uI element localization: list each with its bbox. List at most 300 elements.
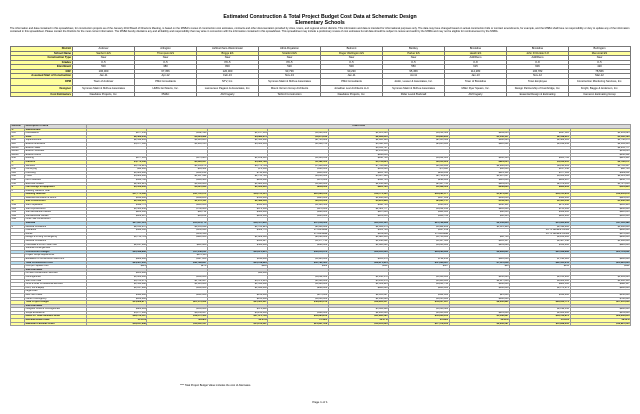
header-cell-grades: K-5 xyxy=(569,60,631,65)
budget-value-cell: $34,327,065 xyxy=(87,261,147,265)
budget-value-cell: $84,400 xyxy=(147,168,207,172)
budget-value-cell: $2,524,777 xyxy=(328,207,388,211)
header-label-date: Assumed Start of Construction xyxy=(11,74,73,79)
budget-description: Site Alternates xyxy=(25,268,87,272)
budget-division-code xyxy=(11,322,25,326)
budget-description: Subtotal Contingencies xyxy=(25,247,87,251)
budget-value-cell: $653,427 xyxy=(207,240,267,244)
budget-value-cell: $1,860,000 xyxy=(389,243,449,247)
col-header-total-costs: Total Costs xyxy=(87,125,631,129)
budget-description: Furn, Fix & Equip xyxy=(25,286,87,290)
budget-description: Insurance xyxy=(25,229,87,233)
budget-description: Exterior Enclosure xyxy=(25,142,87,146)
budget-value-cell: $3,392,373 xyxy=(207,135,267,139)
budget-value-cell: $26,875,815 xyxy=(207,250,267,254)
budget-value-cell: $828,117 xyxy=(570,283,631,287)
budget-description: Site Improvements xyxy=(25,207,87,211)
budget-value-cell: $1,828,250 xyxy=(328,236,388,240)
header-cell-grades: K-5 xyxy=(135,60,197,65)
budget-division-code: C xyxy=(11,160,25,164)
budget-value-cell: $490,000 xyxy=(570,286,631,290)
budget-division-code: B20 xyxy=(11,142,25,146)
header-cell-opm: PMA Consultants xyxy=(135,78,197,85)
budget-value-cell: $22,380,050 xyxy=(268,193,328,197)
budget-value-cell: $74,500 xyxy=(207,168,267,172)
header-cell-grades: K-5 xyxy=(73,60,135,65)
budget-value-cell: $18,701,115 xyxy=(207,193,267,197)
budget-description: Project Scope Adjustments xyxy=(25,254,87,258)
budget-value-cell: $132,412 xyxy=(570,153,631,157)
budget-value-cell: $2,580,056 xyxy=(87,135,147,139)
budget-value-cell: $1,616,520 xyxy=(389,308,449,312)
budget-value-cell: 60.89% xyxy=(389,319,449,323)
budget-value-cell: $1,171,974 xyxy=(510,286,570,290)
header-cell-school: Stratford ES xyxy=(259,51,321,56)
budget-value-cell: $1,400,000 xyxy=(570,225,631,229)
budget-value-cell: $201,000 xyxy=(449,311,509,315)
budget-value-cell: $424,000 xyxy=(510,196,570,200)
budget-value-cell: $2,190,413 xyxy=(87,200,147,204)
budget-description: Site Electrical Utilities xyxy=(25,214,87,218)
header-cell-enrollment: 500 xyxy=(73,65,135,70)
budget-description: Exterior Walls xyxy=(25,146,87,150)
header-cell-enrollment: 520 xyxy=(259,65,321,70)
budget-value-cell: $160,000 xyxy=(449,286,509,290)
budget-value-cell: $818,000 xyxy=(268,186,328,190)
header-cell-enrollment: 380 xyxy=(135,65,197,70)
budget-description: General Conditions xyxy=(25,240,87,244)
budget-value-cell: $248,830 xyxy=(449,186,509,190)
budget-value-cell: $19,513,978 xyxy=(510,315,570,319)
budget-value-cell: $66 xyxy=(449,265,509,269)
budget-value-cell: $4,306,309 xyxy=(207,142,267,146)
budget-value-cell: $18,773,121 xyxy=(328,193,388,197)
budget-value-cell: $5,277,000 xyxy=(87,311,147,315)
budget-description: Building Sitework Total xyxy=(25,189,87,193)
budget-value-cell: $1,040,000 xyxy=(268,297,328,301)
header-cell-designer: HMFH Architects, Inc. xyxy=(135,85,197,92)
budget-value-cell: $126,800 xyxy=(449,178,509,182)
budget-value-cell: $22,525,241 xyxy=(510,261,570,265)
budget-description: Off-Site Construction Services xyxy=(25,272,87,276)
header-cell-date: Nov-12 xyxy=(507,74,569,79)
budget-value-cell: $23,000 xyxy=(449,293,509,297)
school-header-table xyxy=(10,46,631,97)
budget-division-code: B2030 xyxy=(11,153,25,157)
budget-value-cell: $965,700 xyxy=(328,171,388,175)
budget-value-cell: $10,751,371 xyxy=(147,193,207,197)
budget-value-cell: $17,179,000 xyxy=(389,322,449,326)
budget-value-cell: $4,000,130 xyxy=(570,279,631,283)
budget-value-cell: $1,864,284 xyxy=(389,135,449,139)
budget-value-cell: $970,000 xyxy=(268,207,328,211)
budget-value-cell: $150,000 xyxy=(570,293,631,297)
budget-value-cell: $6,703,475 xyxy=(87,279,147,283)
budget-value-cell: $1,343,098 xyxy=(87,283,147,287)
budget-value-cell: $624,850 xyxy=(570,196,631,200)
budget-description: Fire Protection xyxy=(25,178,87,182)
header-cell-designer: Knight, Bagge & Anderson, Inc. xyxy=(569,85,631,92)
budget-value-cell: $5,662,468 xyxy=(328,308,388,312)
budget-description: Soft Cost Total xyxy=(25,279,87,283)
header-cell-estimator: AM Fogarty xyxy=(197,92,259,97)
budget-division-code: A10 xyxy=(11,132,25,136)
budget-description: Foundations xyxy=(25,132,87,136)
budget-value-cell: $19,817,838 xyxy=(87,322,147,326)
header-cell-estimator: Cameron Estimating Group xyxy=(569,92,631,97)
budget-value-cell: $1,975,810 xyxy=(268,135,328,139)
header-label-estimator: Cost Estimators xyxy=(11,92,73,97)
budget-value-cell: $2,017,609 xyxy=(449,279,509,283)
budget-value-cell: $169,060 xyxy=(328,232,388,236)
budget-value-cell: $1,487,548 xyxy=(510,240,570,244)
budget-value-cell: $2,297,000 xyxy=(87,243,147,247)
budget-value-cell: 62.65% xyxy=(207,319,267,323)
budget-value-cell: $7,780,002 xyxy=(328,164,388,168)
budget-value-cell: $6,350,095 xyxy=(389,164,449,168)
budget-value-cell: 40.57% xyxy=(328,319,388,323)
budget-value-cell: $17,118,499 xyxy=(570,222,631,226)
budget-value-cell: $135,000 xyxy=(207,297,267,301)
budget-value-cell: $92,000 xyxy=(87,168,147,172)
budget-value-cell: $513,920 xyxy=(570,186,631,190)
budget-value-cell: $980,000 xyxy=(570,308,631,312)
header-cell-grades: K-5 xyxy=(383,60,445,65)
header-cell-gsf: 67,356 xyxy=(135,69,197,74)
budget-value-cell: $273,208 xyxy=(510,204,570,208)
header-cell-grades: K-8 xyxy=(507,60,569,65)
header-cell-date: Feb-13 xyxy=(197,74,259,79)
budget-division-code: B10 xyxy=(11,139,25,143)
budget-value-cell: $68,000 xyxy=(449,211,509,215)
budget-value-cell: $1,309,945 xyxy=(328,283,388,287)
budget-value-cell: $1,358,008 xyxy=(207,283,267,287)
budget-value-cell: $526,025 xyxy=(389,204,449,208)
budget-value-cell: $1,443,803 xyxy=(147,139,207,143)
header-cell-district: Athol-Royalston xyxy=(259,47,321,52)
budget-value-cell: $7,515,649 xyxy=(449,261,509,265)
page-title xyxy=(0,14,640,26)
header-cell-enrollment: 550 xyxy=(383,65,445,70)
budget-value-cell: $1,242,014 xyxy=(389,207,449,211)
budget-description: Building Subtotal xyxy=(25,193,87,197)
budget-value-cell: $311,900 xyxy=(147,243,207,247)
budget-value-cell: $49,984,417 xyxy=(328,301,388,305)
budget-value-cell: $75,000 xyxy=(389,168,449,172)
budget-value-cell: $484,000 xyxy=(389,211,449,215)
budget-value-cell: $910,000 xyxy=(268,171,328,175)
budget-division-code: E xyxy=(11,186,25,190)
budget-value-cell: $1,288,000 xyxy=(328,196,388,200)
budget-value-cell: $352,624 xyxy=(449,275,509,279)
budget-value-cell: $190,000 xyxy=(449,297,509,301)
budget-division-code: F xyxy=(11,189,25,193)
budget-value-cell: $1,708,000 xyxy=(389,236,449,240)
budget-value-cell: $2,419,225 xyxy=(510,135,570,139)
budget-value-cell: $1,260,000 xyxy=(510,236,570,240)
budget-value-cell: $102,000 xyxy=(389,293,449,297)
budget-value-cell: $60,385 xyxy=(449,214,509,218)
budget-value-cell: $501,244 xyxy=(147,171,207,175)
budget-value-cell: $25,173,302 xyxy=(147,301,207,305)
budget-value-cell: $918,621 xyxy=(449,142,509,146)
budget-value-cell: $846,000 xyxy=(570,236,631,240)
budget-value-cell: $836,200 xyxy=(570,207,631,211)
budget-value-cell: $170,000 xyxy=(570,232,631,236)
budget-value-cell: $8,770,704 xyxy=(207,164,267,168)
budget-value-cell: $11,231,547 xyxy=(147,322,207,326)
budget-value-cell: $29,640,773 xyxy=(510,301,570,305)
budget-value-cell: $3,840,000 xyxy=(268,175,328,179)
budget-value-cell: $279 xyxy=(147,265,207,269)
budget-value-cell: $981,500 xyxy=(510,283,570,287)
budget-value-cell: $1,818,644 xyxy=(510,142,570,146)
budget-value-cell: $972,100 xyxy=(207,207,267,211)
budget-value-cell: $3,050,000 xyxy=(268,200,328,204)
budget-value-cell: 58.89% xyxy=(147,319,207,323)
header-label-school: School Name xyxy=(11,51,73,56)
header-label-district: District xyxy=(11,47,73,52)
budget-value-cell: $1,126,500 xyxy=(268,204,328,208)
budget-value-cell: $980,694 xyxy=(87,308,147,312)
header-cell-grades: PK-5 xyxy=(197,60,259,65)
budget-value-cell: $1,440,170 xyxy=(328,275,388,279)
budget-value-cell: $1,585,786 xyxy=(570,135,631,139)
budget-value-cell: $680,000 xyxy=(268,243,328,247)
budget-value-cell: $21,937,458 xyxy=(268,322,328,326)
budget-description: Subtotal xyxy=(25,222,87,226)
budget-value-cell: $372,115 xyxy=(147,254,207,258)
header-cell-school: Thompson ES xyxy=(135,51,197,56)
budget-value-cell: $573,985 xyxy=(147,157,207,161)
budget-value-cell: $2,762,907 xyxy=(147,279,207,283)
budget-value-cell: $35,791,361 xyxy=(268,261,328,265)
header-label-opm: OPM xyxy=(11,78,73,85)
budget-value-cell: $1,530,608 xyxy=(207,139,267,143)
budget-value-cell: $180,000 xyxy=(268,311,328,315)
budget-value-cell: $497,649 xyxy=(328,211,388,215)
budget-value-cell: $2,094,373 xyxy=(328,225,388,229)
budget-value-cell: $958,718 xyxy=(328,157,388,161)
budget-value-cell: $17,448,311 xyxy=(147,250,207,254)
budget-value-cell: $1,017,800 xyxy=(87,286,147,290)
budget-value-cell: $332 xyxy=(328,265,388,269)
budget-value-cell: $196,400 xyxy=(147,178,207,182)
header-cell-designer: Design Partnership of Cambridge, Inc. xyxy=(507,85,569,92)
header-cell-enrollment: 500 xyxy=(321,65,383,70)
budget-value-cell: $211 xyxy=(510,265,570,269)
budget-value-cell: $1,146,157 xyxy=(449,135,509,139)
title-line-2: Elementary Schools xyxy=(295,20,345,26)
header-cell-enrollment: 606 xyxy=(507,65,569,70)
budget-value-cell: $1,000,000 xyxy=(87,275,147,279)
header-cell-school: Parker ES xyxy=(383,51,445,56)
budget-value-cell: $5,973,621 xyxy=(449,193,509,197)
budget-value-cell: $370,000 xyxy=(268,178,328,182)
budget-value-cell: $877,150 xyxy=(87,132,147,136)
budget-value-cell: $261,026 xyxy=(449,243,509,247)
budget-division-code: G xyxy=(11,200,25,204)
budget-value-cell: $1,404,650 xyxy=(268,157,328,161)
budget-value-cell: $929,265 xyxy=(449,160,509,164)
budget-value-cell: $600,000 xyxy=(207,211,267,215)
budget-value-cell: $6,211,004 xyxy=(510,164,570,168)
budget-value-cell: $2,885,000 xyxy=(389,142,449,146)
budget-value-cell: $340,700 xyxy=(87,178,147,182)
budget-value-cell: $1,202,605 xyxy=(389,157,449,161)
budget-value-cell: $1,758,675 xyxy=(570,139,631,143)
budget-value-cell: $1,585,408 xyxy=(510,200,570,204)
budget-value-cell: $104,000 xyxy=(328,168,388,172)
budget-description: Substructure xyxy=(25,128,87,132)
budget-value-cell: $2,498,409 xyxy=(207,200,267,204)
header-cell-gsf: 120,000 xyxy=(197,69,259,74)
budget-value-cell: $2,447,795 xyxy=(389,182,449,186)
budget-value-cell: $997,520 xyxy=(510,132,570,136)
budget-division-code: B2020 xyxy=(11,150,25,154)
budget-value-cell: $4,192,000 xyxy=(268,160,328,164)
budget-value-cell: $5,900,000 xyxy=(389,279,449,283)
budget-value-cell: $1,482,185 xyxy=(510,139,570,143)
budget-value-cell: $60,000 xyxy=(449,168,509,172)
budget-value-cell: $980,000 xyxy=(328,286,388,290)
budget-value-cell: $450,203 xyxy=(207,204,267,208)
budget-value-cell: $5,468,387 xyxy=(449,315,509,319)
budget-value-cell: $2,421,815 xyxy=(87,182,147,186)
budget-value-cell: $90,750 xyxy=(147,211,207,215)
budget-value-cell: $461,650 xyxy=(328,214,388,218)
budget-table xyxy=(10,124,631,326)
budget-value-cell: $15,614,776 xyxy=(147,222,207,226)
budget-description: Contingencies xyxy=(25,275,87,279)
budget-value-cell: $880,000 xyxy=(268,286,328,290)
header-cell-designer: Symmes Maini & McKee Associates xyxy=(73,85,135,92)
budget-description: Cost per Square Foot xyxy=(25,265,87,269)
budget-value-cell: $3,006,597 xyxy=(449,322,509,326)
budget-value-cell: $150,548 xyxy=(147,232,207,236)
budget-value-cell: $2,055,777 xyxy=(570,146,631,150)
asterisk-note: **** Total Project Budget Value includes the cost of Alternates. xyxy=(180,384,251,387)
budget-value-cell: $309,778 xyxy=(207,229,267,233)
budget-value-cell: $1,163,300 xyxy=(87,186,147,190)
budget-value-cell: $3,886,000 xyxy=(87,175,147,179)
header-cell-opm: NTV, Inc. xyxy=(197,78,259,85)
budget-value-cell: $1,157,504 xyxy=(207,132,267,136)
budget-value-cell: $411,813 xyxy=(570,150,631,154)
budget-value-cell: $3,040,623 xyxy=(389,160,449,164)
header-cell-district: Burlington xyxy=(569,47,631,52)
budget-value-cell: $3,489,700 xyxy=(268,142,328,146)
budget-value-cell: $922,000 xyxy=(87,257,147,261)
budget-value-cell: $3,000,000 xyxy=(389,311,449,315)
budget-division-code: G40 xyxy=(11,214,25,218)
budget-value-cell: $2,200,000 xyxy=(328,311,388,315)
budget-value-cell: $1,025,060 xyxy=(147,186,207,190)
budget-value-cell: $1,424,000 xyxy=(268,283,328,287)
header-label-type: Construction Type xyxy=(11,56,73,61)
header-cell-gsf: 106,782 xyxy=(507,69,569,74)
budget-value-cell: $2,710,256 xyxy=(389,175,449,179)
header-cell-district: Berkley xyxy=(383,47,445,52)
header-cell-school: Memorial ES xyxy=(569,51,631,56)
budget-value-cell: $1,145,000 xyxy=(147,283,207,287)
budget-description: Misc Soft Costs xyxy=(25,293,87,297)
budget-value-cell: $4,222,938 xyxy=(328,200,388,204)
budget-division-code: B2010 xyxy=(11,146,25,150)
budget-value-cell: $451,000 xyxy=(570,311,631,315)
budget-value-cell: $21,338,898 xyxy=(510,250,570,254)
budget-value-cell: $3,355,717 xyxy=(328,146,388,150)
budget-description: Superstructure xyxy=(25,139,87,143)
budget-value-cell: $722,244 xyxy=(389,257,449,261)
header-cell-district: Belmont xyxy=(321,47,383,52)
budget-value-cell: $262,500 xyxy=(207,214,267,218)
budget-value-cell: $1,192,543 xyxy=(510,308,570,312)
budget-value-cell: $1,900,000 xyxy=(268,182,328,186)
budget-value-cell: $400,000 xyxy=(570,229,631,233)
header-cell-type: Add/Reno xyxy=(445,56,507,61)
budget-value-cell: $7,400,000 xyxy=(268,164,328,168)
header-cell-school: Heath ES xyxy=(445,51,507,56)
budget-value-cell: $2,396,027 xyxy=(147,160,207,164)
header-cell-opm: Town of Andover xyxy=(73,78,135,85)
budget-value-cell: $275,000 xyxy=(268,293,328,297)
budget-value-cell: $2,290,000 xyxy=(268,236,328,240)
budget-value-cell: $2,786,671 xyxy=(570,160,631,164)
title-line-1: Estimated Construction & Total Project Budget Cost Data at Schematic Design xyxy=(223,14,417,20)
budget-value-cell: $582,590 xyxy=(147,132,207,136)
budget-value-cell: $1,696,000 xyxy=(570,240,631,244)
budget-value-cell: $8,660,981 xyxy=(449,301,509,305)
budget-value-cell: $11,839,300 xyxy=(510,322,570,326)
budget-value-cell: $589,280 xyxy=(147,196,207,200)
budget-value-cell: $4,733,864 xyxy=(328,160,388,164)
header-cell-opm: Town of Brookline xyxy=(445,78,507,85)
budget-value-cell: $23,400,100 xyxy=(328,222,388,226)
header-cell-grades: K-8 xyxy=(445,60,507,65)
budget-value-cell: $3,390,799 xyxy=(207,160,267,164)
budget-value-cell: $473,842 xyxy=(207,308,267,312)
budget-value-cell: $1,135,630 xyxy=(328,150,388,154)
budget-description: Maximum Facilities Grant xyxy=(25,322,87,326)
budget-description: Exterior Windows xyxy=(25,150,87,154)
budget-value-cell: $24,789,629 xyxy=(207,261,267,265)
header-cell-gsf: 95,459 xyxy=(383,69,445,74)
budget-value-cell: $4,765,307 xyxy=(570,164,631,168)
budget-value-cell: $341,000 xyxy=(147,293,207,297)
header-cell-type: New xyxy=(197,56,259,61)
header-cell-type: New xyxy=(73,56,135,61)
budget-description: Design & Pricing Contingency xyxy=(25,236,87,240)
budget-row xyxy=(11,322,631,326)
budget-value-cell: $27,947,311 xyxy=(87,222,147,226)
header-cell-date: Mar-12 xyxy=(569,74,631,79)
header-cell-opm: Town Employee xyxy=(507,78,569,85)
budget-value-cell: 49.52% xyxy=(570,319,631,323)
budget-description: General Conditions xyxy=(25,225,87,229)
budget-value-cell: $1,754,791 xyxy=(87,236,147,240)
budget-value-cell: $3,533,271 xyxy=(147,164,207,168)
budget-value-cell: $19,071,400 xyxy=(147,315,207,319)
header-cell-estimator: Essential Design & Estimating xyxy=(507,92,569,97)
budget-value-cell: $1,083,600 xyxy=(87,171,147,175)
header-row-estimator xyxy=(11,92,631,97)
budget-value-cell: $1,123,396 xyxy=(328,132,388,136)
budget-value-cell: $2,678,416 xyxy=(510,182,570,186)
budget-description: Overhead & Profit / GMP Fee xyxy=(25,243,87,247)
budget-value-cell: $168,101 xyxy=(449,204,509,208)
budget-value-cell: $600,000 xyxy=(389,286,449,290)
